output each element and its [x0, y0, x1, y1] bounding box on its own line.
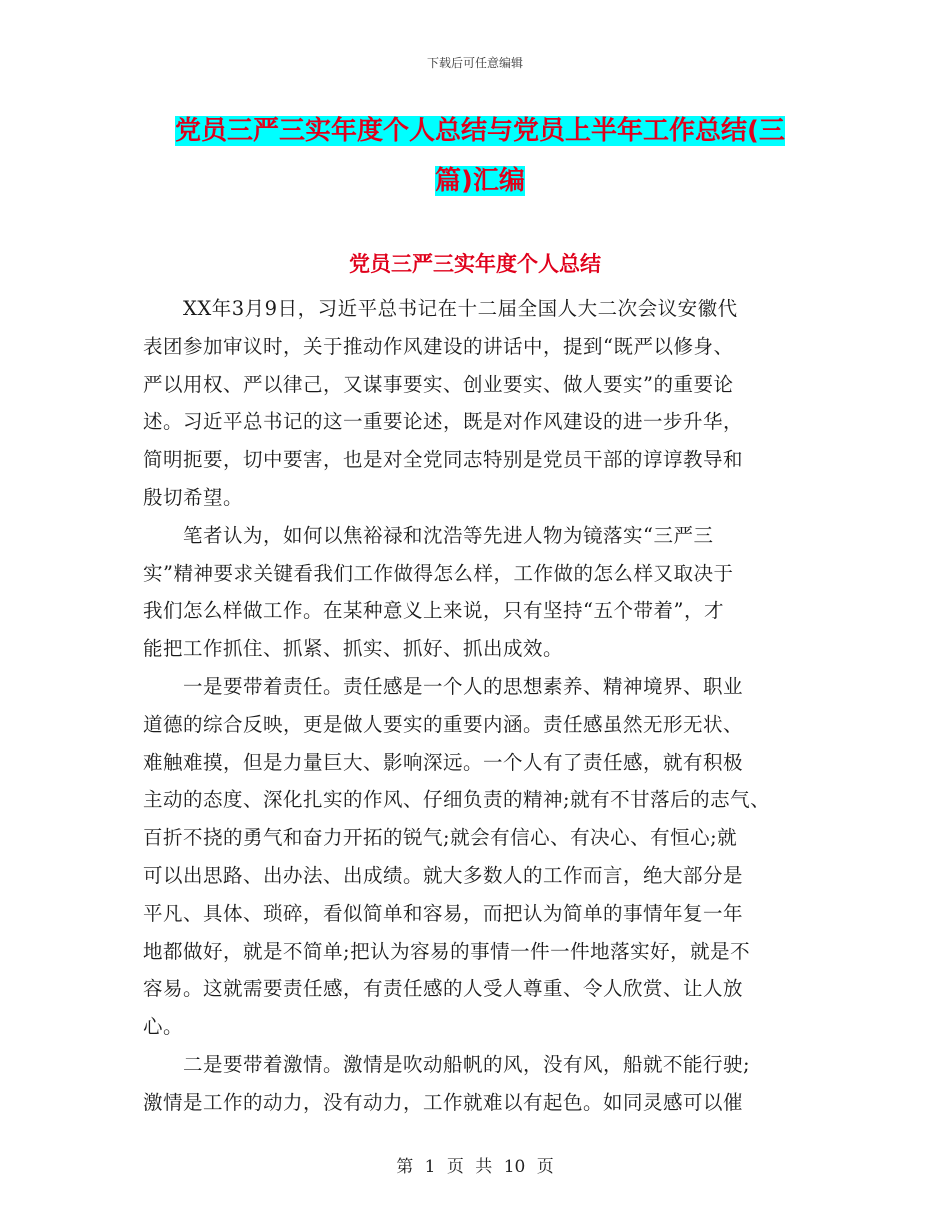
- body-text: [143, 290, 823, 1122]
- document-title: [140, 106, 820, 206]
- text-line: 我们怎么样做工作。在某种意义上来说，只有坚持“五个带着”，才: [143, 599, 724, 623]
- page-footer: 第 1 页 共 10 页: [396, 1157, 554, 1177]
- text-line: 能把工作抓住、抓紧、抓实、抓好、抓出成效。: [143, 637, 564, 661]
- text-line: 地都做好，就是不简单;把认为容易的事情一件一件地落实好，就是不: [143, 939, 751, 963]
- text-line: 笔者认为，如何以焦裕禄和沈浩等先进人物为镜落实“三严三: [143, 523, 714, 547]
- text-line: 严以用权、严以律己，又谋事要实、创业要实、做人要实”的重要论: [143, 372, 734, 396]
- text-line: 二是要带着激情。激情是吹动船帆的风，没有风，船就不能行驶;: [143, 1052, 751, 1076]
- text-line: 可以出思路、出办法、出成绩。就大多数人的工作而言，绝大部分是: [143, 863, 744, 887]
- text-line: 一是要带着责任。责任感是一个人的思想素养、精神境界、职业: [143, 674, 744, 698]
- header-note: 下载后可任意编辑: [426, 56, 523, 70]
- text-line: 难触难摸，但是力量巨大、影响深远。一个人有了责任感，就有积极: [143, 750, 744, 774]
- paragraph: [143, 1046, 823, 1122]
- text-line: 容易。这就需要责任感，有责任感的人受人尊重、令人欣赏、让人放: [143, 977, 744, 1001]
- title-line-2: 篇)汇编: [435, 166, 525, 196]
- section-title: 党员三严三实年度个人总结: [349, 252, 601, 276]
- text-line: 百折不挠的勇气和奋力开拓的锐气;就会有信心、有决心、有恒心;就: [143, 826, 738, 850]
- paragraph: [143, 290, 823, 517]
- text-line: 主动的态度、深化扎实的作风、仔细负责的精神;就有不甘落后的志气、: [143, 788, 771, 812]
- paragraph: [143, 668, 823, 1046]
- text-line: 平凡、具体、琐碎，看似简单和容易，而把认为简单的事情年复一年: [143, 901, 744, 925]
- text-line: 殷切希望。: [143, 485, 244, 509]
- text-line: 述。习近平总书记的这一重要论述，既是对作风建设的进一步升华，: [143, 410, 744, 434]
- text-line: 心。: [143, 1015, 184, 1039]
- text-line: 激情是工作的动力，没有动力，工作就难以有起色。如同灵感可以催: [143, 1090, 744, 1114]
- title-line-1: 党员三严三实年度个人总结与党员上半年工作总结(三: [175, 116, 785, 146]
- text-line: 实”精神要求关键看我们工作做得怎么样，工作做的怎么样又取决于: [143, 561, 734, 585]
- paragraph: [143, 517, 823, 668]
- text-line: 道德的综合反映，更是做人要实的重要内涵。责任感虽然无形无状、: [143, 712, 744, 736]
- text-line: 简明扼要，切中要害，也是对全党同志特别是党员干部的谆谆教导和: [143, 448, 744, 472]
- text-line: XX年3月9日，习近平总书记在十二届全国人大二次会议安徽代: [143, 297, 738, 320]
- text-line: 表团参加审议时，关于推动作风建设的讲话中，提到“既严以修身、: [143, 334, 734, 358]
